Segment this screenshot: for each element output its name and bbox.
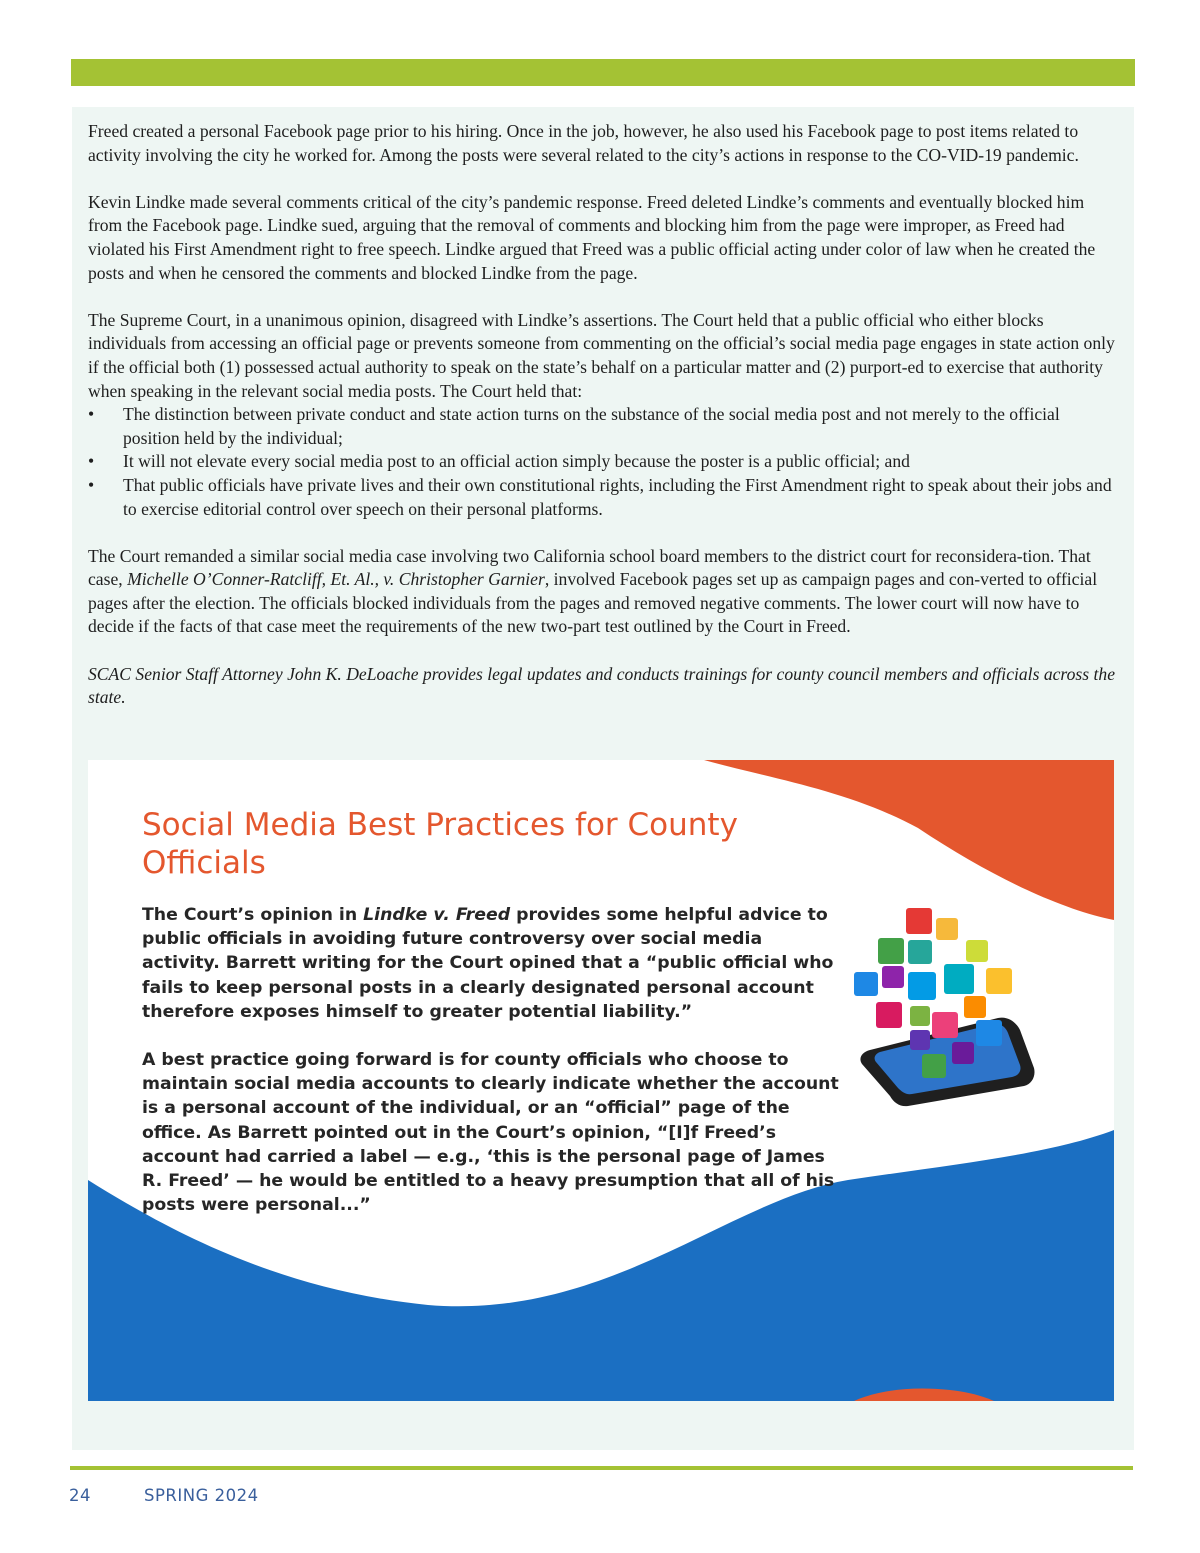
holding-item-2: • It will not elevate every social media post to an official action simply because the poster is a public official; and <box>88 450 1118 474</box>
article-body <box>88 120 1118 733</box>
footer-rule <box>70 1466 1133 1470</box>
graphic-para-1-start: The Court’s opinion in <box>142 905 364 925</box>
paragraph-4-start: The Court remanded a similar social media case involving two California school board members to the district court for reconsidera-tion. That case, <box>88 545 1091 590</box>
holding-item-3: • That public officials have private lives and their own constitutional rights, including the First Amendment right to speak about their jobs and to exercise editorial control over speech on their personal platforms. <box>88 474 1118 521</box>
paragraph-4 <box>88 545 1118 639</box>
case-citation: Michelle O’Conner-Ratcliff, Et. Al., v. Christopher Garnier <box>127 569 545 590</box>
graphic-title: Social Media Best Practices for County Officials <box>142 807 738 881</box>
holdings-list <box>88 403 1118 521</box>
holding-item-1: • The distinction between private conduct and state action turns on the substance of the social media post and not merely to the official position held by the individual; <box>88 403 1118 450</box>
paragraph-3: The Supreme Court, in a unanimous opinion, disagreed with Lindke’s assertions. The Court held that a public official who either blocks individuals from accessing an official page or prevents someone from commenting on the official’s social media page engages in state action only if the official both (1) possessed actual authority to speak on the state’s behalf on a particular matter and (2) purport-ed to exercise that authority when speaking in the relevant social media posts. The Court held that: <box>88 309 1115 401</box>
smartphone-app-icons-illustration <box>848 900 1038 1110</box>
orange-wave-top <box>704 760 1114 920</box>
author-credit: SCAC Senior Staff Attorney John K. DeLoache provides legal updates and conducts trainings for county council members and officials across the state. <box>88 663 1116 708</box>
graphic-para-1-end: provides some helpful advice to public officials in avoiding future controversy over social media activity. Barrett writing for the Court opined that a “public official who fails to keep personal posts in a clearly designated personal account therefore exposes himself to greater potential liability.” <box>142 905 834 1022</box>
paragraph-1: Freed created a personal Facebook page prior to his hiring. Once in the job, however, he also used his Facebook page to post items related to activity involving the city he worked for. Among the posts were several related to the city’s actions in response to the CO-VID-19 pandemic. <box>88 121 1079 165</box>
issue-label: SPRING 2024 <box>144 1486 259 1505</box>
top-accent-bar <box>71 59 1135 86</box>
paragraph-4-end: , involved Facebook pages set up as campaign pages and con-verted to official pages after the election. The officials blocked individuals from the pages and removed negative comments. The lower court will now have to decide if the facts of that case meet the requirements of the new two-part test outlined by the Court in Freed. <box>88 569 1098 637</box>
page-number: 24 <box>69 1486 91 1505</box>
graphic-text <box>142 903 842 1241</box>
graphic-paragraph-2: A best practice going forward is for county officials who choose to maintain social media accounts to clearly indicate whether the account is a personal account of the individual, or an “official” page of the office. As Barrett pointed out in the Court’s opinion, “[I]f Freed’s account had carried a label — e.g., ‘this is the personal page of James R. Freed’ — he would be entitled to a heavy presumption that all of his posts were personal...” <box>142 1050 839 1216</box>
graphic-paragraph-1 <box>142 903 842 1024</box>
paragraph-2: Kevin Lindke made several comments critical of the city’s pandemic response. Freed deleted Lindke’s comments and eventually blocked him from the Facebook page. Lindke sued, arguing that the removal of comments and blocking him from the page were improper, as Freed had violated his First Amendment right to free speech. Lindke argued that Freed was a public official acting under color of law when he created the posts and when he censored the comments and blocked Lindke from the page. <box>88 191 1096 283</box>
graphic-case-name: Lindke v. Freed <box>363 905 511 925</box>
best-practices-graphic <box>88 760 1114 1401</box>
